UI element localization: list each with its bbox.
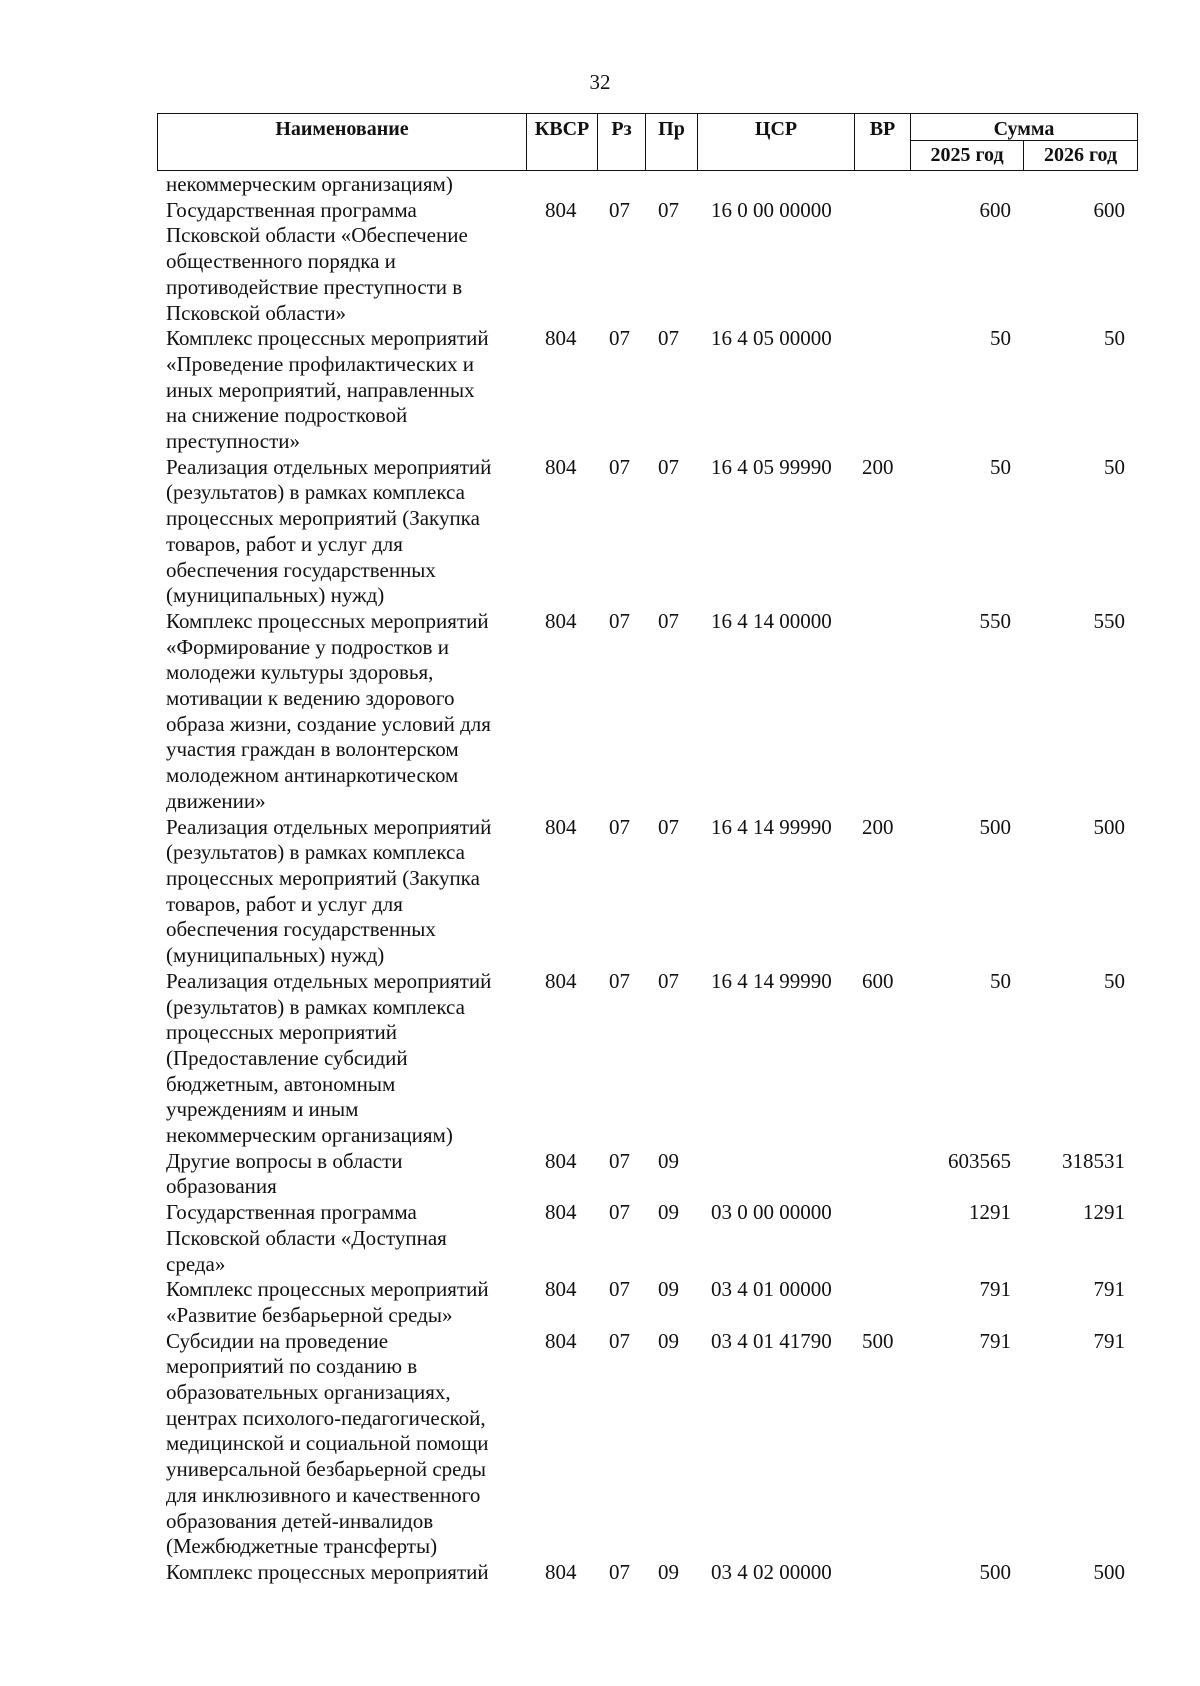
cell-vr: 200 bbox=[862, 454, 894, 479]
cell-2025: 500 bbox=[979, 1559, 1011, 1584]
table-row bbox=[0, 1277, 1200, 1328]
cell-2025: 791 bbox=[979, 1328, 1011, 1353]
page-number: 32 bbox=[589, 70, 611, 94]
cell-2025: 50 bbox=[990, 968, 1011, 993]
header-kvsr: КВСР bbox=[527, 114, 598, 170]
table-body bbox=[0, 172, 1200, 1586]
cell-rz: 07 bbox=[609, 968, 630, 993]
header-year-2026: 2026 год bbox=[1043, 144, 1118, 166]
cell-pr: 07 bbox=[658, 968, 679, 993]
cell-kvsr: 804 bbox=[545, 1328, 577, 1353]
cell-kvsr: 804 bbox=[545, 326, 577, 351]
cell-kvsr: 804 bbox=[545, 1200, 577, 1225]
table-row bbox=[0, 172, 1200, 198]
header-rz: Рз bbox=[598, 114, 646, 170]
cell-name: Другие вопросы в области образования bbox=[166, 1148, 403, 1199]
cell-2026: 500 bbox=[1093, 814, 1125, 839]
cell-2025: 1291 bbox=[969, 1200, 1011, 1225]
table-header bbox=[157, 113, 1138, 171]
header-sum bbox=[911, 114, 1137, 170]
cell-name: некоммерческим организациям) bbox=[166, 172, 453, 196]
cell-name: Комплекс процессных мероприятий «Развитие безбарьерной среды» bbox=[166, 1277, 489, 1327]
header-vr: ВР bbox=[855, 114, 911, 170]
cell-csr: 16 4 14 99990 bbox=[711, 968, 832, 993]
cell-pr: 09 bbox=[658, 1559, 679, 1584]
cell-2025: 500 bbox=[979, 814, 1011, 839]
cell-name: Государственная программа Псковской области «Доступная среда» bbox=[166, 1200, 447, 1276]
cell-csr: 16 0 00 00000 bbox=[711, 197, 832, 222]
cell-name: Субсидии на проведение мероприятий по созданию в образовательных организациях, центрах психолого-педагогической, медицинской и социальной помощи универсальной безбарьерной среды для инклюзивного и качественного образования детей-инвалидов (Межбюджетные трансферты) bbox=[166, 1328, 489, 1559]
cell-rz: 07 bbox=[609, 197, 630, 222]
cell-pr: 07 bbox=[658, 326, 679, 351]
header-years bbox=[911, 140, 1137, 170]
cell-csr: 16 4 05 00000 bbox=[711, 326, 832, 351]
cell-pr: 09 bbox=[658, 1328, 679, 1353]
cell-pr: 09 bbox=[658, 1277, 679, 1302]
cell-csr: 16 4 14 00000 bbox=[711, 608, 832, 633]
cell-2026: 791 bbox=[1093, 1277, 1125, 1302]
cell-csr: 16 4 05 99990 bbox=[711, 454, 832, 479]
cell-2025: 50 bbox=[990, 326, 1011, 351]
cell-2026: 550 bbox=[1093, 608, 1125, 633]
cell-csr: 03 4 01 41790 bbox=[711, 1328, 832, 1353]
cell-name: Государственная программа Псковской области «Обеспечение общественного порядка и противодействие преступности в Псковской области» bbox=[166, 197, 468, 325]
cell-2025: 603565 bbox=[948, 1148, 1011, 1173]
cell-2026: 50 bbox=[1104, 968, 1125, 993]
cell-pr: 07 bbox=[658, 197, 679, 222]
table-row bbox=[0, 1149, 1200, 1200]
cell-csr: 16 4 14 99990 bbox=[711, 814, 832, 839]
cell-rz: 07 bbox=[609, 1328, 630, 1353]
table-row bbox=[0, 1200, 1200, 1277]
cell-name: Комплекс процессных мероприятий bbox=[166, 1559, 489, 1584]
cell-vr: 600 bbox=[862, 968, 894, 993]
cell-pr: 09 bbox=[658, 1148, 679, 1173]
cell-pr: 07 bbox=[658, 454, 679, 479]
cell-rz: 07 bbox=[609, 608, 630, 633]
cell-name: Реализация отдельных мероприятий (результатов) в рамках комплекса процессных мероприятий (Предоставление субсидий бюджетным, автономным учреждениям и иным некоммерческим организациям) bbox=[166, 968, 492, 1148]
table-row bbox=[0, 455, 1200, 609]
cell-csr: 03 0 00 00000 bbox=[711, 1200, 832, 1225]
cell-2026: 791 bbox=[1093, 1328, 1125, 1353]
cell-pr: 07 bbox=[658, 814, 679, 839]
cell-vr: 500 bbox=[862, 1328, 894, 1353]
cell-2026: 1291 bbox=[1083, 1200, 1125, 1225]
cell-2026: 500 bbox=[1093, 1559, 1125, 1584]
header-year-2025: 2025 год bbox=[911, 141, 1024, 170]
table-row bbox=[0, 198, 1200, 327]
table-row bbox=[0, 1329, 1200, 1560]
cell-2026: 600 bbox=[1093, 197, 1125, 222]
cell-rz: 07 bbox=[609, 1277, 630, 1302]
table-row bbox=[0, 969, 1200, 1149]
cell-name: Комплекс процессных мероприятий «Формирование у подростков и молодежи культуры здоровья, мотивации к ведению здорового образа жизни, создание условий для участия граждан в волонтерском молодежном антинаркотическом движении» bbox=[166, 608, 491, 813]
cell-rz: 07 bbox=[609, 1559, 630, 1584]
cell-2025: 791 bbox=[979, 1277, 1011, 1302]
cell-2026: 50 bbox=[1104, 454, 1125, 479]
cell-rz: 07 bbox=[609, 1148, 630, 1173]
cell-kvsr: 804 bbox=[545, 1559, 577, 1584]
cell-kvsr: 804 bbox=[545, 968, 577, 993]
cell-kvsr: 804 bbox=[545, 197, 577, 222]
cell-kvsr: 804 bbox=[545, 814, 577, 839]
cell-vr: 200 bbox=[862, 814, 894, 839]
table-row bbox=[0, 326, 1200, 455]
cell-kvsr: 804 bbox=[545, 454, 577, 479]
cell-rz: 07 bbox=[609, 1200, 630, 1225]
header-csr: ЦСР bbox=[698, 114, 855, 170]
table-row bbox=[0, 815, 1200, 969]
table-row bbox=[0, 609, 1200, 815]
cell-rz: 07 bbox=[609, 454, 630, 479]
cell-pr: 07 bbox=[658, 608, 679, 633]
cell-name: Реализация отдельных мероприятий (результатов) в рамках комплекса процессных мероприятий (Закупка товаров, работ и услуг для обеспечения государственных (муниципальных) нужд) bbox=[166, 454, 492, 608]
cell-kvsr: 804 bbox=[545, 608, 577, 633]
cell-kvsr: 804 bbox=[545, 1148, 577, 1173]
cell-pr: 09 bbox=[658, 1200, 679, 1225]
header-name: Наименование bbox=[158, 114, 527, 170]
cell-2025: 600 bbox=[979, 197, 1011, 222]
cell-2025: 550 bbox=[979, 608, 1011, 633]
header-pr: Пр bbox=[646, 114, 698, 170]
cell-csr: 03 4 01 00000 bbox=[711, 1277, 832, 1302]
cell-kvsr: 804 bbox=[545, 1277, 577, 1302]
cell-2025: 50 bbox=[990, 454, 1011, 479]
header-sum-title: Сумма bbox=[993, 118, 1055, 140]
cell-csr: 03 4 02 00000 bbox=[711, 1559, 832, 1584]
cell-name: Комплекс процессных мероприятий «Проведение профилактических и иных мероприятий, направленных на снижение подростковой преступности» bbox=[166, 326, 489, 454]
cell-rz: 07 bbox=[609, 814, 630, 839]
table-row bbox=[0, 1560, 1200, 1586]
cell-2026: 50 bbox=[1104, 326, 1125, 351]
cell-name: Реализация отдельных мероприятий (результатов) в рамках комплекса процессных мероприятий (Закупка товаров, работ и услуг для обеспечения государственных (муниципальных) нужд) bbox=[166, 814, 492, 968]
cell-2026: 318531 bbox=[1062, 1148, 1125, 1173]
cell-rz: 07 bbox=[609, 326, 630, 351]
